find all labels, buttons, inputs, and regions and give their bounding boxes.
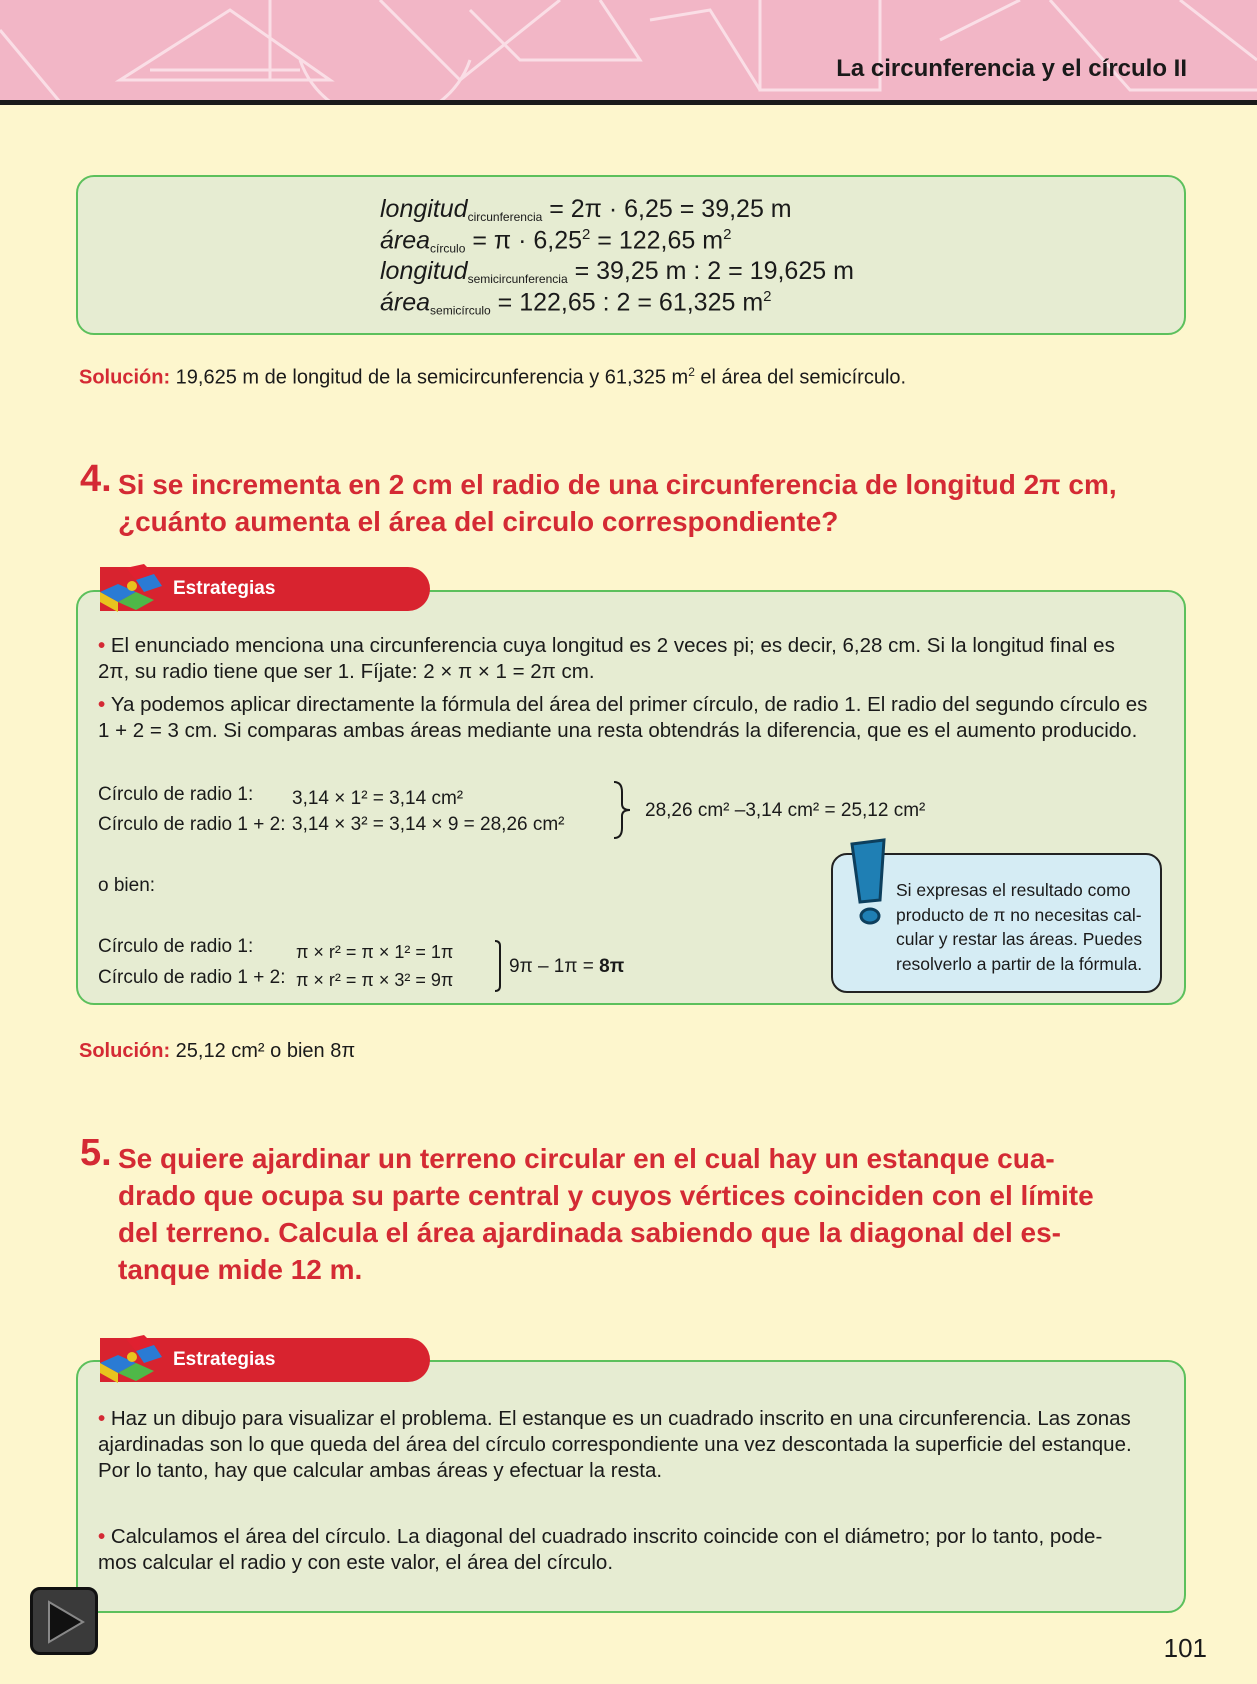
- solution-text: Solución: 19,625 m de longitud de la semicircunferencia y 61,325 $m^2$ el área del semicírculo.: [79, 365, 907, 389]
- puzzle-icon: [96, 1333, 168, 1395]
- header-rule: [0, 100, 1257, 105]
- chapter-title: La circunferencia y el círculo II: [836, 55, 1187, 82]
- formula-line: longitud$_{semicircunferencia}$ = 39,25 m : 2 = 19,625 m: [380, 257, 854, 286]
- solution-text: Solución: 25,12 cm² o bien 8π: [79, 1040, 356, 1062]
- question-text: Si se incrementa en 2 cm el radio de una circunferencia de longitud 2π cm, ¿cuánto aumenta el área del circulo correspondiente?: [118, 469, 1117, 537]
- calc-value: 3,14 × 3² = 3,14 × 9 = 28,26 cm²: [292, 814, 565, 835]
- formula-line: área$_{círculo}$ = $\pi \cdot 6,25^2 = 122,65$ $m^2$: [380, 226, 732, 256]
- page-header: [0, 0, 1257, 102]
- strategy-bullet: • Haz un dibujo para visualizar el problema. El estanque es un cuadrado inscrito en una circunferencia. Las zonas ajardinadas son lo que queda del área del círculo correspondiente una vez descontada la superficie del estanque. Por lo tanto, hay que calcular ambas áreas y efectuar la resta.: [98, 1407, 1132, 1482]
- brace-icon: [612, 780, 632, 840]
- geometry-decoration-icon: [0, 0, 1257, 102]
- calc-value: 3,14 × 1² = 3,14 cm²: [292, 788, 464, 809]
- puzzle-icon: [96, 562, 168, 624]
- formula-line: longitud$_{circunferencia}$ = 2π · 6,25 = 39,25 m: [380, 195, 792, 224]
- strategies-banner: Estrategias: [100, 567, 430, 611]
- exclamation-icon: [846, 838, 894, 928]
- formula-line: área$_{semicírculo}$ = 122,65 : 2 = 61,325 $m^2$: [380, 288, 772, 318]
- question-number: 4.: [80, 458, 112, 500]
- strategies-banner: Estrategias: [100, 1338, 430, 1382]
- strategy-bullet: • El enunciado menciona una circunferencia cuya longitud es 2 veces pi; es decir, 6,28 cm. Si la longitud final es 2π, su radio tiene que ser 1. Fíjate: 2 × π × 1 = 2π cm.: [98, 634, 1115, 683]
- calc-label: Círculo de radio 1 + 2:: [98, 814, 286, 835]
- strategy-bullet: • Ya podemos aplicar directamente la fórmula del área del primer círculo, de radio 1. El radio del segundo círculo es 1 + 2 = 3 cm. Si comparas ambas áreas mediante una resta obtendrás la diferencia, que es el aumento producido.: [98, 693, 1148, 742]
- bracket-icon: [494, 940, 504, 992]
- calc-label: Círculo de radio 1:: [98, 936, 254, 957]
- question-text: Se quiere ajardinar un terreno circular en el cual hay un estanque cua- drado que ocupa su parte central y cuyos vértices coinciden con el límite del terreno. Calcula el área ajardinada sabiendo que la diagonal del es- tanque mide 12 m.: [118, 1143, 1094, 1285]
- play-icon: [45, 1600, 85, 1644]
- question-number: 5.: [80, 1132, 112, 1174]
- calc-difference: 28,26 cm² –3,14 cm² = 25,12 cm²: [645, 800, 926, 821]
- calc-value: π × r² = π × 1² = 1π: [296, 942, 454, 962]
- calc-value: π × r² = π × 3² = 9π: [296, 970, 454, 990]
- alt-label: o bien:: [98, 875, 156, 896]
- calc-label: Círculo de radio 1 + 2:: [98, 967, 286, 988]
- play-button[interactable]: [30, 1587, 98, 1655]
- page-number: 101: [1163, 1633, 1207, 1663]
- strategy-bullet: • Calculamos el área del círculo. La diagonal del cuadrado inscrito coincide con el diámetro; por lo tanto, pode- mos calcular el radio y con este valor, el área del círculo.: [98, 1525, 1103, 1574]
- note-text: Si expresas el resultado como producto de π no necesitas cal- cular y restar las áreas. Puedes resolverlo a partir de la fórmula.: [896, 880, 1143, 974]
- calc-difference: 9π – 1π = 8π: [509, 956, 625, 977]
- calc-label: Círculo de radio 1:: [98, 784, 254, 805]
